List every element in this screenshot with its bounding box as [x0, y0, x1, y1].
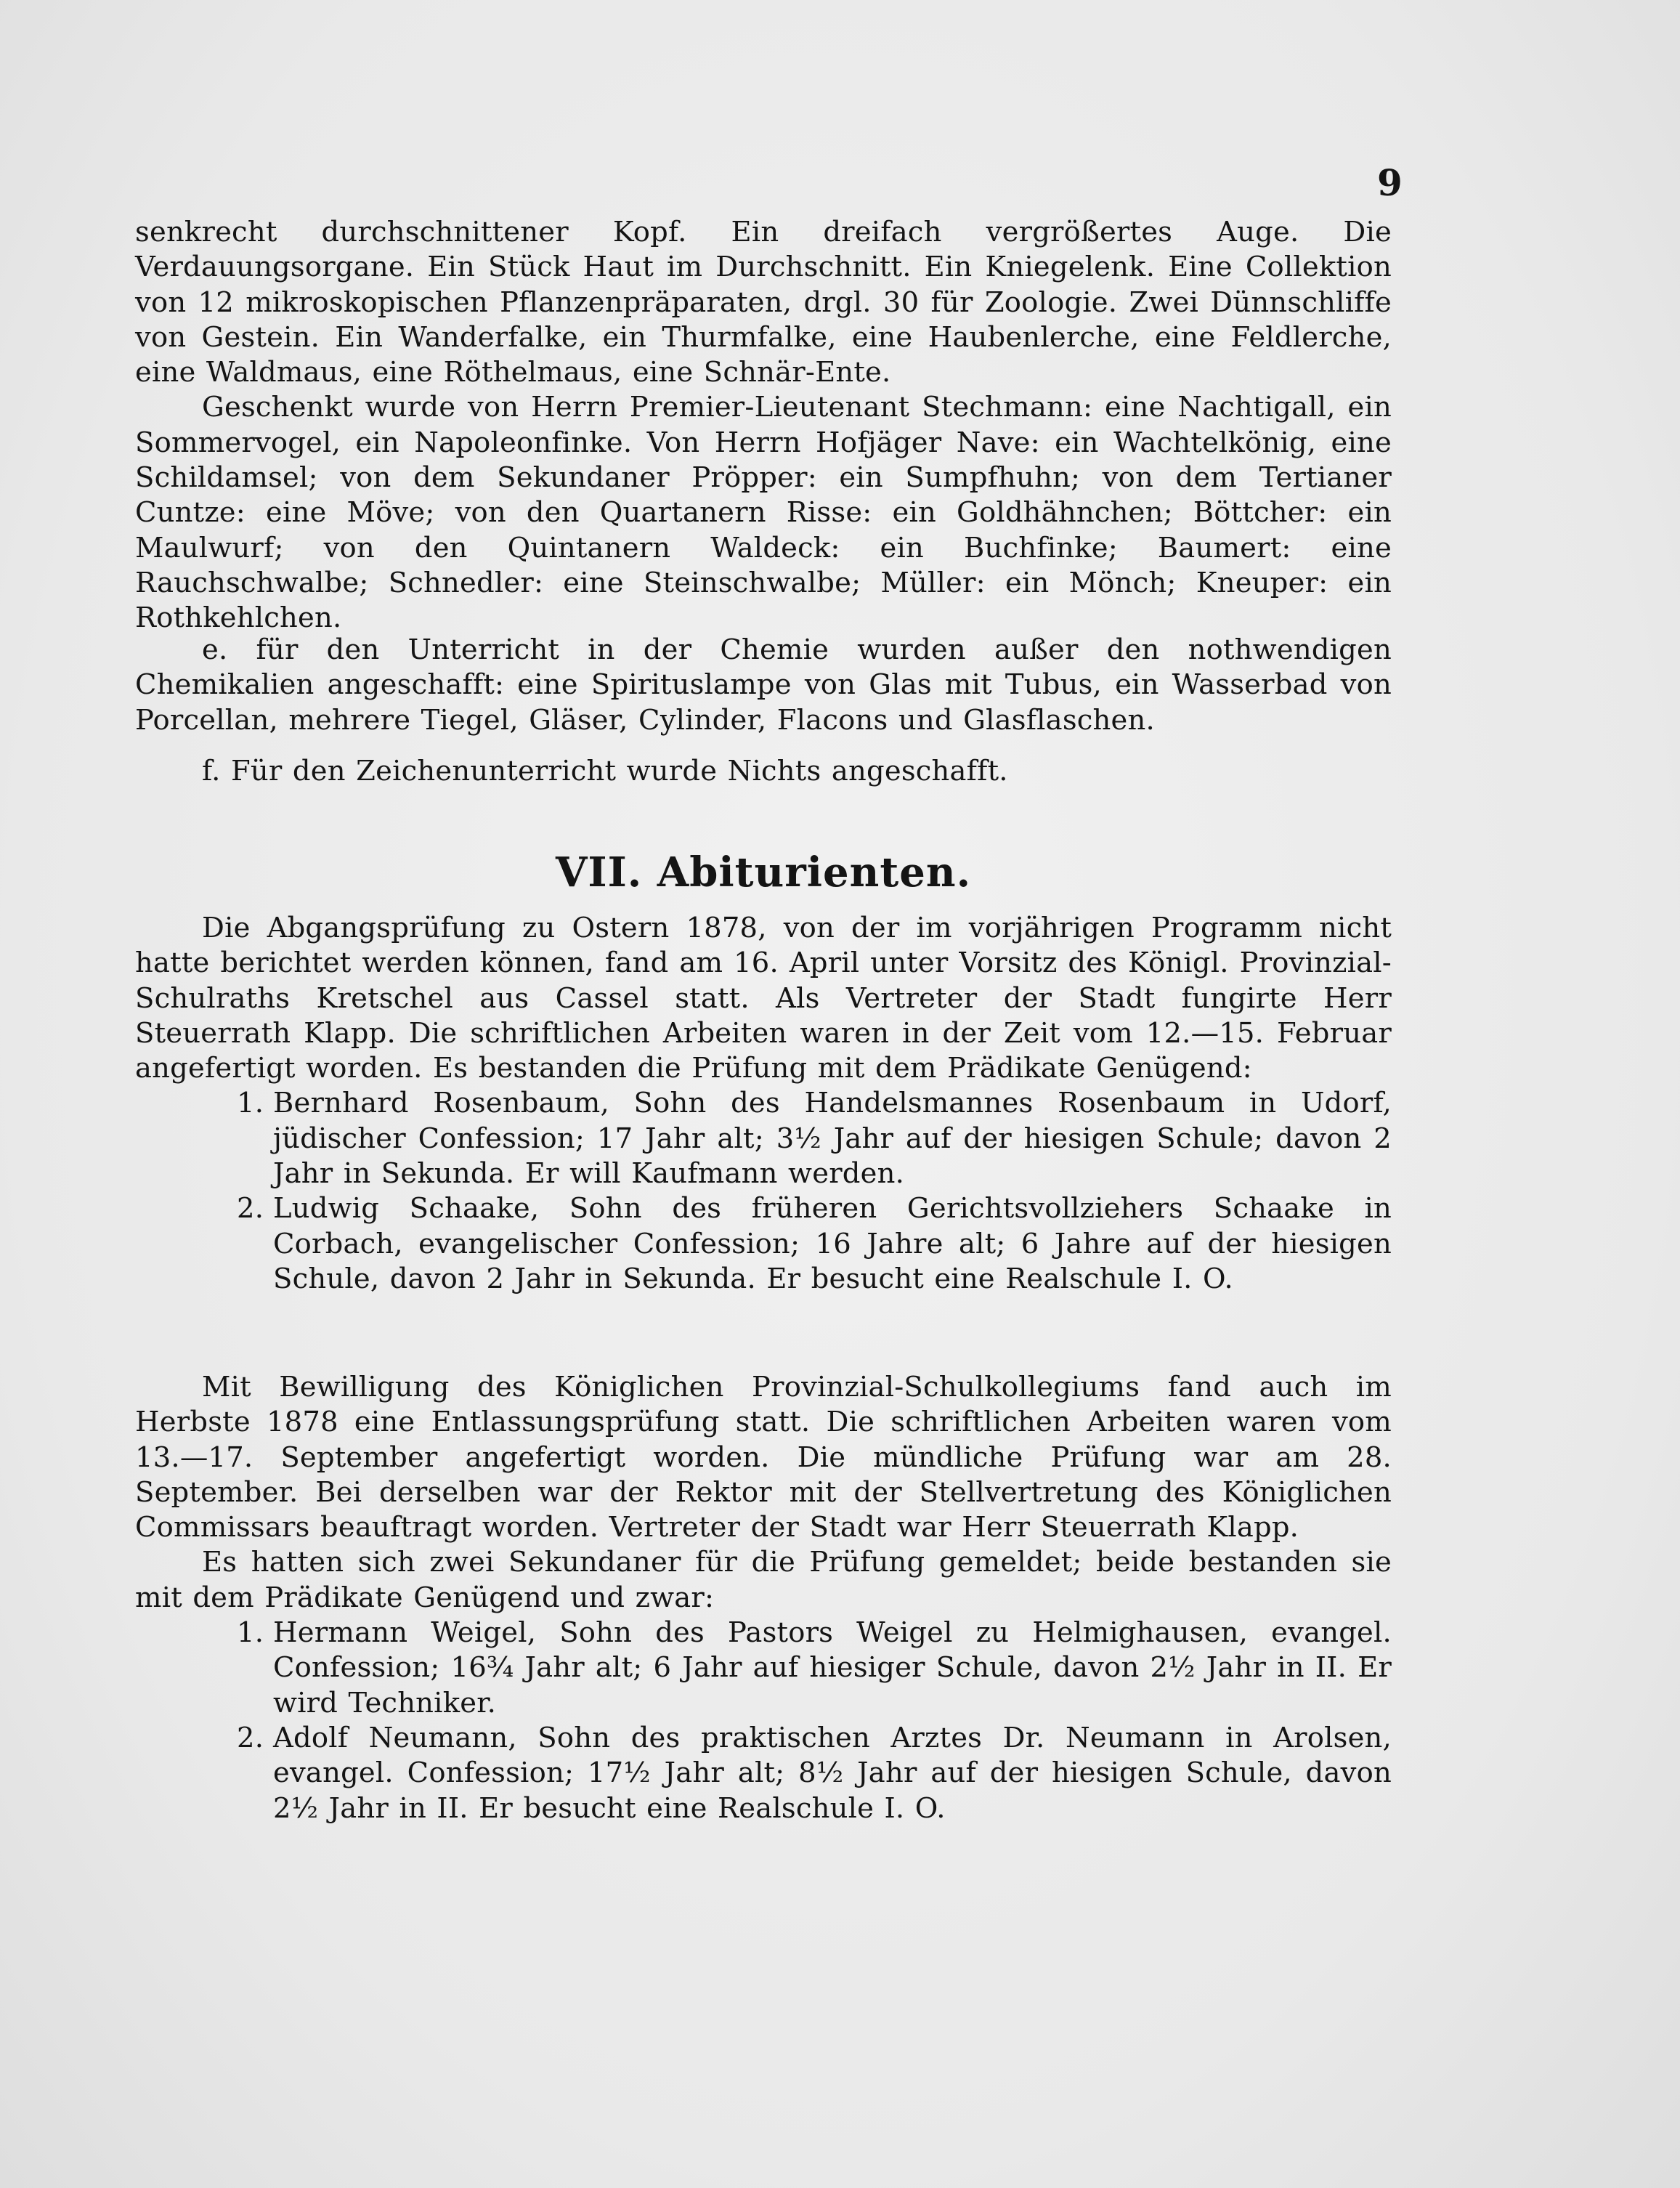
abiturienten-easter	[135, 911, 1392, 1297]
list-number: 1.	[237, 1616, 264, 1650]
page-number: 9	[1377, 161, 1403, 204]
item-e	[135, 633, 1392, 738]
paragraph: Geschenkt wurde von Herrn Premier-Lieutenant Stechmann: eine Nachtigall, ein Sommervogel, ein Napoleonfinke. Von Herrn Hofjäger Nave: ein Wachtelkönig, eine Schildamsel; von dem Sekundaner Pröpper: ein Sumpfhuhn; von dem Tertianer Cuntze: eine Möve; von den Quartanern Risse: ein Goldhähnchen; Böttcher: ein Maulwurf; von den Quintanern Waldeck: ein Buchfinke; Baumert: eine Rauchschwalbe; Schnedler: eine Steinschwalbe; Müller: ein Mönch; Kneuper: ein Rothkehlchen.	[135, 391, 1392, 635]
item-f	[135, 754, 1392, 789]
paragraph: Die Abgangsprüfung zu Ostern 1878, von der im vorjährigen Programm nicht hatte berichtet werden können, fand am 16. April unter Vorsitz des Königl. Provinzial-Schulraths Kretschel aus Cassel statt. Als Vertreter der Stadt fungirte Herr Steuerrath Klapp. Die schriftlichen Arbeiten waren in der Zeit vom 12.—15. Februar angefertigt worden. Es bestanden die Prüfung mit dem Prädikate Genügend:	[135, 912, 1392, 1085]
list-text: Adolf Neumann, Sohn des praktischen Arztes Dr. Neumann in Arolsen, evangel. Confession; 17½ Jahr alt; 8½ Jahr auf der hiesigen Schule, davon 2½ Jahr in II. Er besucht eine Realschule I. O.	[273, 1721, 1392, 1825]
graduates-list-easter	[135, 1086, 1392, 1297]
list-item	[135, 1191, 1392, 1297]
list-item	[135, 1721, 1392, 1826]
paragraph: Es hatten sich zwei Sekundaner für die Prüfung gemeldet; beide bestanden sie mit dem Prädikate Genügend und zwar:	[135, 1546, 1392, 1614]
list-text: Bernhard Rosenbaum, Sohn des Handelsmannes Rosenbaum in Udorf, jüdischer Confession; 17 Jahr alt; 3½ Jahr auf der hiesigen Schule; davon 2 Jahr in Sekunda. Er will Kaufmann werden.	[273, 1087, 1392, 1191]
list-text: Ludwig Schaake, Sohn des früheren Gerichtsvollziehers Schaake in Corbach, evangelischer Confession; 16 Jahre alt; 6 Jahre auf der hiesigen Schule, davon 2 Jahr in Sekunda. Er besucht eine Realschule I. O.	[273, 1192, 1392, 1295]
paragraph: senkrecht durchschnittener Kopf. Ein dreifach vergrößertes Auge. Die Verdauungsorgane. Ein Stück Haut im Durchschnitt. Ein Kniegelenk. Eine Collektion von 12 mikroskopischen Pflanzenpräparaten, drgl. 30 für Zoologie. Zwei Dünnschliffe von Gestein. Ein Wanderfalke, ein Thurmfalke, eine Haubenlerche, eine Feldlerche, eine Waldmaus, eine Röthelmaus, eine Schnär-Ente.	[135, 216, 1392, 389]
paragraph: Mit Bewilligung des Königlichen Provinzial-Schulkollegiums fand auch im Herbste 1878 eine Entlassungsprüfung statt. Die schriftlichen Arbeiten waren vom 13.—17. September angefertigt worden. Die mündliche Prüfung war am 28. September. Bei derselben war der Rektor mit der Stellvertretung des Königlichen Commissars beauftragt worden. Vertreter der Stadt war Herr Steuerrath Klapp.	[135, 1371, 1392, 1544]
list-text: Hermann Weigel, Sohn des Pastors Weigel zu Helmighausen, evangel. Confession; 16¾ Jahr alt; 6 Jahr auf hiesiger Schule, davon 2½ Jahr in II. Er wird Techniker.	[273, 1616, 1392, 1719]
list-number: 1.	[237, 1087, 264, 1120]
list-number: 2.	[237, 1192, 264, 1225]
paragraph: f. Für den Zeichenunterricht wurde Nichts angeschafft.	[202, 755, 1008, 787]
collection-text	[135, 215, 1392, 636]
abiturienten-autumn	[135, 1370, 1392, 1826]
section-heading: VII. Abiturienten.	[555, 848, 972, 896]
paragraph: e. für den Unterricht in der Chemie wurden außer den nothwendigen Chemikalien angeschafft: eine Spirituslampe von Glas mit Tubus, ein Wasserbad von Porcellan, mehrere Tiegel, Gläser, Cylinder, Flacons und Glasflaschen.	[135, 633, 1392, 737]
graduates-list-autumn	[135, 1616, 1392, 1826]
list-item	[135, 1616, 1392, 1721]
list-number: 2.	[237, 1721, 264, 1754]
list-item	[135, 1086, 1392, 1191]
